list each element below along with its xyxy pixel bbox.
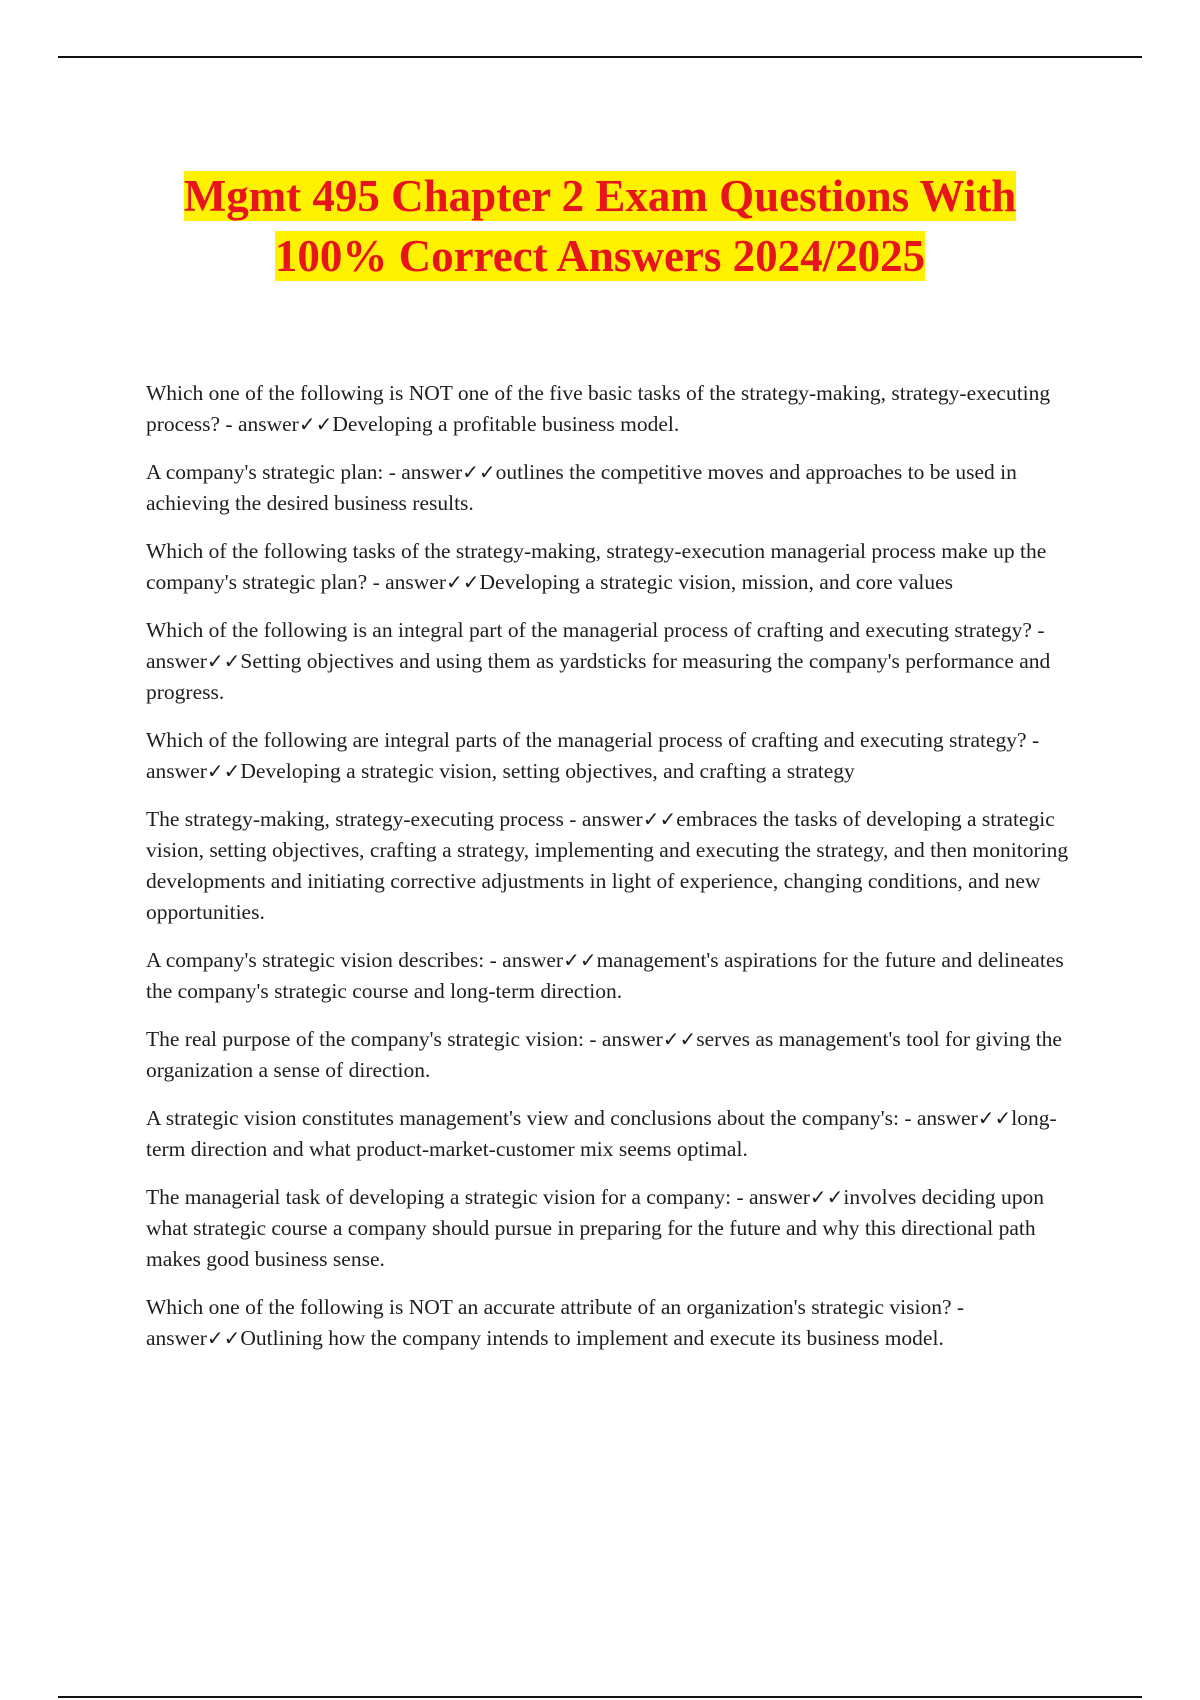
qa-item <box>146 945 1090 1007</box>
qa-item <box>146 1292 1090 1354</box>
question-text: A strategic vision constitutes management's view and conclusions about the company's: <box>146 1106 899 1130</box>
answer-text: Outlining how the company intends to implement and execute its business model. <box>240 1326 944 1350</box>
question-text: The strategy-making, strategy-executing process <box>146 807 564 831</box>
check-icon: ✓✓ <box>206 649 241 673</box>
check-icon: ✓✓ <box>298 412 333 436</box>
question-text: The managerial task of developing a strategic vision for a company: <box>146 1185 732 1209</box>
question-text: Which one of the following is NOT an accurate attribute of an organization's strategic vision? <box>146 1295 952 1319</box>
top-rule <box>58 56 1142 58</box>
check-icon: ✓✓ <box>462 460 496 484</box>
question-text: Which of the following is an integral part of the managerial process of crafting and executing strategy? <box>146 618 1032 642</box>
title-line-2: 100% Correct Answers 2024/2025 <box>274 231 926 281</box>
check-icon: ✓✓ <box>642 807 677 831</box>
question-text: The real purpose of the company's strategic vision: <box>146 1027 584 1051</box>
qa-item <box>146 457 1090 519</box>
check-icon: ✓✓ <box>563 948 597 972</box>
qa-item <box>146 536 1090 598</box>
qa-item <box>146 1182 1090 1275</box>
check-icon: ✓✓ <box>809 1185 844 1209</box>
question-text: Which one of the following is NOT one of the five basic tasks of the strategy-making, strategy-executing process? <box>146 381 1051 436</box>
answer-text: Developing a strategic vision, setting objectives, and crafting a strategy <box>240 759 855 783</box>
answer-text: outlines the competitive moves and approaches to be used in achieving the desired business results. <box>146 460 1017 515</box>
check-icon: ✓✓ <box>206 759 241 783</box>
title-line-1: Mgmt 495 Chapter 2 Exam Questions With <box>183 171 1017 221</box>
qa-item <box>146 1024 1090 1086</box>
qa-item <box>146 804 1090 928</box>
answer-text: Setting objectives and using them as yardsticks for measuring the company's performance and progress. <box>146 649 1051 704</box>
check-icon: ✓✓ <box>662 1027 697 1051</box>
answer-text: management's aspirations for the future and delineates the company's strategic course and long-term direction. <box>146 948 1064 1003</box>
answer-separator: - answer <box>367 570 446 594</box>
question-text: Which of the following tasks of the strategy-making, strategy-execution managerial process make up the company's strategic plan? <box>146 539 1047 594</box>
answer-separator: - answer <box>731 1185 810 1209</box>
answer-separator: - answer <box>220 412 299 436</box>
answer-separator: - answer <box>898 1106 978 1130</box>
check-icon: ✓✓ <box>206 1326 241 1350</box>
answer-separator: - answer <box>146 618 1045 673</box>
question-text: Which of the following are integral parts of the managerial process of crafting and executing strategy? <box>146 728 1027 752</box>
answer-text: long-term direction and what product-market-customer mix seems optimal. <box>146 1106 1057 1161</box>
question-text: A company's strategic vision describes: <box>146 948 485 972</box>
answer-separator: - answer <box>484 948 564 972</box>
answer-text: involves deciding upon what strategic course a company should pursue in preparing for the future and why this directional path makes good business sense. <box>146 1185 1045 1271</box>
answer-separator: - answer <box>146 1295 965 1350</box>
qa-item <box>146 378 1090 440</box>
answer-separator: - answer <box>583 1027 663 1051</box>
check-icon: ✓✓ <box>446 570 480 594</box>
answer-separator: - answer <box>383 460 463 484</box>
answer-separator: - answer <box>563 807 643 831</box>
question-text: A company's strategic plan: <box>146 460 384 484</box>
answer-separator: - answer <box>146 728 1040 783</box>
qa-item <box>146 615 1090 708</box>
qa-item <box>146 725 1090 787</box>
document-title <box>60 166 1140 286</box>
answer-text: embraces the tasks of developing a strategic vision, setting objectives, crafting a strategy, implementing and executing the strategy, and then monitoring developments and initiating corrective adjustments in light of experience, changing conditions, and new opportunities. <box>146 807 1069 924</box>
document-header <box>60 166 1140 286</box>
qa-list <box>146 378 1090 1371</box>
bottom-rule <box>58 1696 1142 1698</box>
answer-text: Developing a strategic vision, mission, and core values <box>479 570 953 594</box>
check-icon: ✓✓ <box>977 1106 1012 1130</box>
qa-item <box>146 1103 1090 1165</box>
answer-text: Developing a profitable business model. <box>332 412 680 436</box>
answer-text: serves as management's tool for giving the organization a sense of direction. <box>146 1027 1062 1082</box>
